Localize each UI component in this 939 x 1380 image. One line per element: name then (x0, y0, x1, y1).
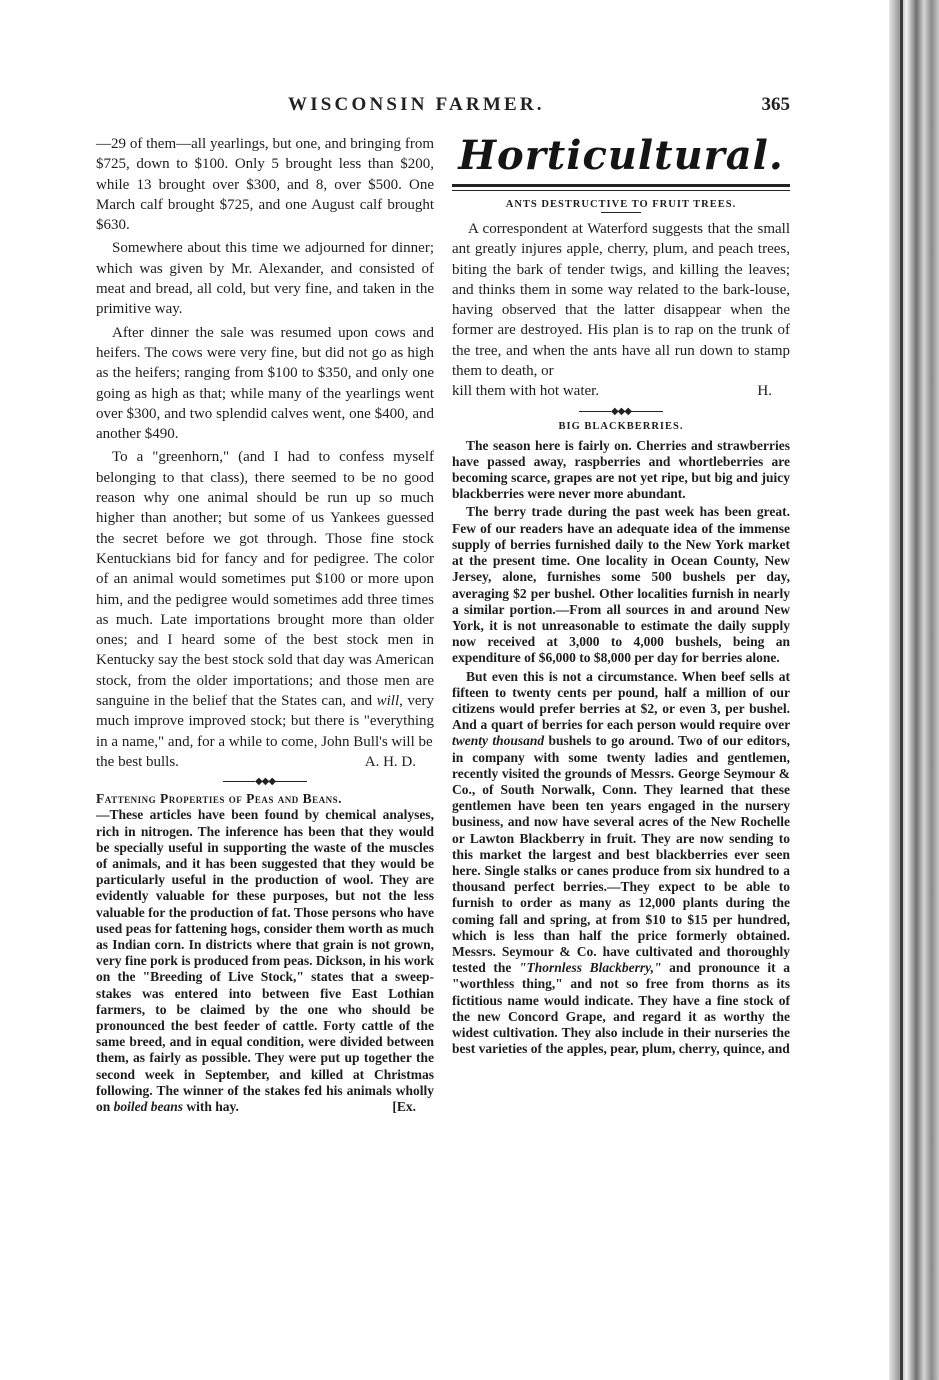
seymour-text-b: bushels to go around. Two of our editors, in company with some twenty ladies and gentlemen, recently visited the grounds of Messrs. George Seymour & Co., of South Norwalk, Conn. They learned that these gentlemen have been ten years engaged in the nursery business, and now have several acres of the New Rochelle or Lawton Blackberry in fruit. They are now sending to this market the largest and best blackberries ever seen here. Single stalks or canes produce from six hundred to a thousand perfect berries.—They expect to be able to furnish to order as many as 12,000 plants during the coming fall and spring, at from $10 to $15 per hundred, which is less than half the price formerly obtained. Messrs. Seymour & Co. have cultivated and thoroughly tested the (452, 733, 791, 976)
seymour-italic-a: twenty thousand (452, 733, 545, 749)
journal-title: WISCONSIN FARMER. (288, 94, 545, 115)
fattening-source: [Ex. (392, 1099, 416, 1115)
ants-signature: H. (757, 383, 772, 400)
fattening-end: with hay. (186, 1099, 239, 1115)
greenhorn-text: To a "greenhorn," (and I had to confess myself belonging to that class), there seemed to be no good reason why one animal should be run up so much higher than another; but some of us Yankees guessed the secret before we got through. Those fine stock Kentuckians bid for fancy and for pedigree. The color of an animal would sometimes put $100 or more upon him, and the pedigree would sometimes add three times as much. Late importations brought more than older ones; and I heard some of the best stock men in Kentucky say the best stock sold that day was American stock, from the older importations; and those men are sanguine in the belief that the States can, and (96, 449, 434, 710)
ants-closing-line (452, 381, 790, 401)
paragraph-berry-trade: The berry trade during the past week has been great. Few of our readers have an adequate idea of the immense supply of berries furnished daily to the New York market at the present time. One locality in Ocean County, New Jersey, alone, furnishes some 500 bushels per day, averaging $2 per bushel. Other localities furnish in nearly a similar portion.—From all sources in and around New York, it is not unreasonable to estimate the daily supply now received at 3,000 to 4,000 bushels, being an expenditure of $6,000 to $8,000 per day for berries alone. (452, 504, 790, 666)
left-column (96, 134, 434, 1115)
berries-heading-text: BIG BLACKBERRIES. (558, 420, 684, 432)
seymour-italic-b: "Thornless Blackberry," (518, 960, 662, 976)
fattening-title: Fattening Properties of Peas and Beans. (96, 791, 343, 807)
article-heading-ants (452, 199, 790, 213)
heading-rule (452, 184, 790, 191)
paragraph-fattening (96, 791, 434, 1115)
closing-text: the best bulls. (96, 753, 179, 770)
ants-closing-text: kill them with hot water. (452, 383, 600, 400)
ants-heading-text: ANTS DESTRUCTIVE TO FRUIT TREES. (505, 199, 737, 210)
author-signature: A. H. D. (364, 753, 416, 770)
page-number: 365 (761, 94, 790, 115)
seymour-text-a: But even this is not a circumstance. When beef sells at fifteen to twenty cents per pound, half a million of our citizens would prefer berries at $2, or even 3, per bushel. And a quart of berries for each person would require over (452, 668, 790, 733)
page-edge-shadow (889, 0, 939, 1380)
paragraph-dinner: Somewhere about this time we adjourned for dinner; which was given by Mr. Alexander, and consisted of meat and bread, all cold, but very fine, and taken in the primitive way. (96, 240, 434, 318)
page-binding-line (900, 0, 903, 1380)
paragraph-seymour (452, 669, 790, 1058)
fattening-body: —These articles have been found by chemical analyses, rich in nitrogen. The inference has been that they would be specially useful in supporting the waste of the muscles of animals, and it has been suggested that they would be particularly useful in the production of wool. They are evidently valuable for these purposes, but not the less valuable for the production of fat. Those persons who have used peas for fattening hogs, consider them worth as much as Indian corn. In districts where that grain is not grown, very fine pork is produced from peas. Dickson, in his work on the "Breeding of Live Stock," states that a sweep-stakes was entered into between five East Lothian farmers, to be claimed by the one who should be pronounced the best feeder of cattle. Forty cattle of the same breed, and in equal condition, were divided between them, as fairly as possible. They were put up together the second week in September, and killed at Christmas following. The winner of the stakes fed his animals wholly on (96, 807, 434, 1115)
seymour-text-c: and pronounce it a "worthless thing," and not so free from thorns as its fictitious name would indicate. They have a fine stock of the new Concord Grape, and regard it as worthy the widest cultivation. They also include in their nurseries the best varieties of the apples, pear, plum, cherry, quince, and (452, 960, 791, 1057)
section-divider: ◆◆◆ (96, 777, 434, 787)
article-heading-berries (452, 421, 790, 432)
paragraph-berries-season: The season here is fairly on. Cherries and strawberries have passed away, raspberries and whortleberries are becoming scarce, grapes are not yet ripe, but big and juicy blackberries were never more abundant. (452, 437, 790, 502)
greenhorn-italic-will: will (376, 693, 400, 710)
right-column (452, 134, 790, 1057)
paragraph-ants: A correspondent at Waterford suggests that the small ant greatly injures apple, cherry, plum, and peach trees, biting the bark of tender twigs, and killing the leaves; and thinks them in some way related to the bark-louse, having observed that the latter disappear when the former are destroyed. His plan is to rap on the trunk of the tree, and when the ants have all run down to stamp them to death, or (452, 221, 790, 380)
running-header (96, 94, 796, 120)
section-divider-right: ◆◆◆ (452, 407, 790, 417)
fattening-italic: boiled beans (113, 1099, 184, 1115)
section-title-horticultural: Horticultural. (458, 132, 784, 179)
signature-line (96, 752, 434, 772)
paragraph-greenhorn (96, 447, 434, 751)
paragraph-sale-figures: —29 of them—all yearlings, but one, and bringing from $725, down to $100. Only 5 brought less than $200, while 13 brought over $300, and 8, over $500. One March calf brought $725, and one August calf brought $630. (96, 136, 434, 234)
paragraph-cows-heifers: After dinner the sale was resumed upon cows and heifers. The cows were very fine, but did not go as high as the heifers; ranging from $100 to $350, and only one going as high as that; while many of the yearlings went over $300, and two splendid calves went, one $400, and another $490. (96, 324, 434, 443)
greenhorn-text-end: , very much improve improved stock; but there is "everything in a name," and, for a while to come, John Bull's will be (96, 693, 435, 750)
